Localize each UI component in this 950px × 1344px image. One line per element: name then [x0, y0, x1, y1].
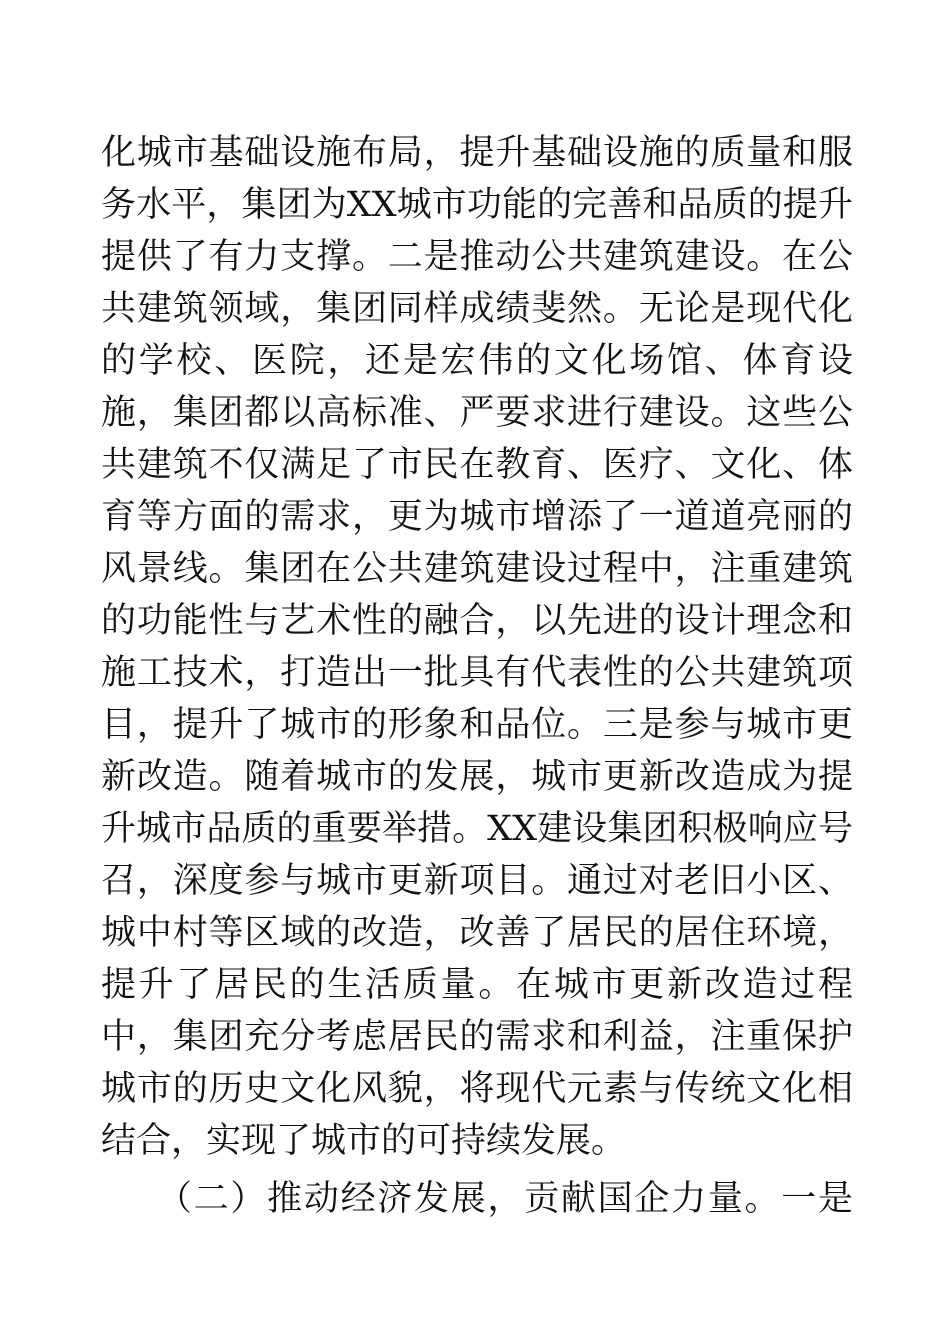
paragraph-line: 务水平，集团为XX城市功能的完善和品质的提升 [101, 185, 853, 225]
paragraph-line: 提供了有力支撑。二是推动公共建筑建设。在公 [101, 237, 853, 277]
paragraph-line: 风景线。集团在公共建筑建设过程中，注重建筑 [101, 549, 853, 589]
paragraph-line: 的学校、医院，还是宏伟的文化场馆、体育设 [101, 341, 853, 381]
paragraph-line: 中，集团充分考虑居民的需求和利益，注重保护 [101, 1017, 853, 1057]
paragraph-line: 结合，实现了城市的可持续发展。 [101, 1121, 627, 1161]
paragraph-line: 目，提升了城市的形象和品位。三是参与城市更 [101, 705, 853, 745]
paragraph-line: 共建筑领域，集团同样成绩斐然。无论是现代化 [101, 289, 853, 329]
paragraph-line: 新改造。随着城市的发展，城市更新改造成为提 [101, 757, 853, 797]
paragraph-line: 施工技术，打造出一批具有代表性的公共建筑项 [101, 653, 853, 693]
paragraph-line: 城市的历史文化风貌，将现代元素与传统文化相 [101, 1069, 853, 1109]
paragraph-line: 升城市品质的重要举措。XX建设集团积极响应号 [101, 809, 853, 849]
paragraph-line: 城中村等区域的改造，改善了居民的居住环境， [101, 913, 853, 953]
body-paragraph-1 [101, 127, 853, 1167]
paragraph-line: 化城市基础设施布局，提升基础设施的质量和服 [101, 133, 853, 173]
paragraph-line: 施，集团都以高标准、严要求进行建设。这些公 [101, 393, 853, 433]
paragraph-line: 共建筑不仅满足了市民在教育、医疗、文化、体 [101, 445, 853, 485]
paragraph-line: 提升了居民的生活质量。在城市更新改造过程 [101, 965, 853, 1005]
body-paragraph-2 [101, 1173, 853, 1225]
paragraph-line: 的功能性与艺术性的融合，以先进的设计理念和 [101, 601, 853, 641]
section-heading-line: （二）推动经济发展，贡献国企力量。一是 [101, 1179, 853, 1219]
paragraph-line: 育等方面的需求，更为城市增添了一道道亮丽的 [101, 497, 853, 537]
paragraph-line: 召，深度参与城市更新项目。通过对老旧小区、 [101, 861, 853, 901]
